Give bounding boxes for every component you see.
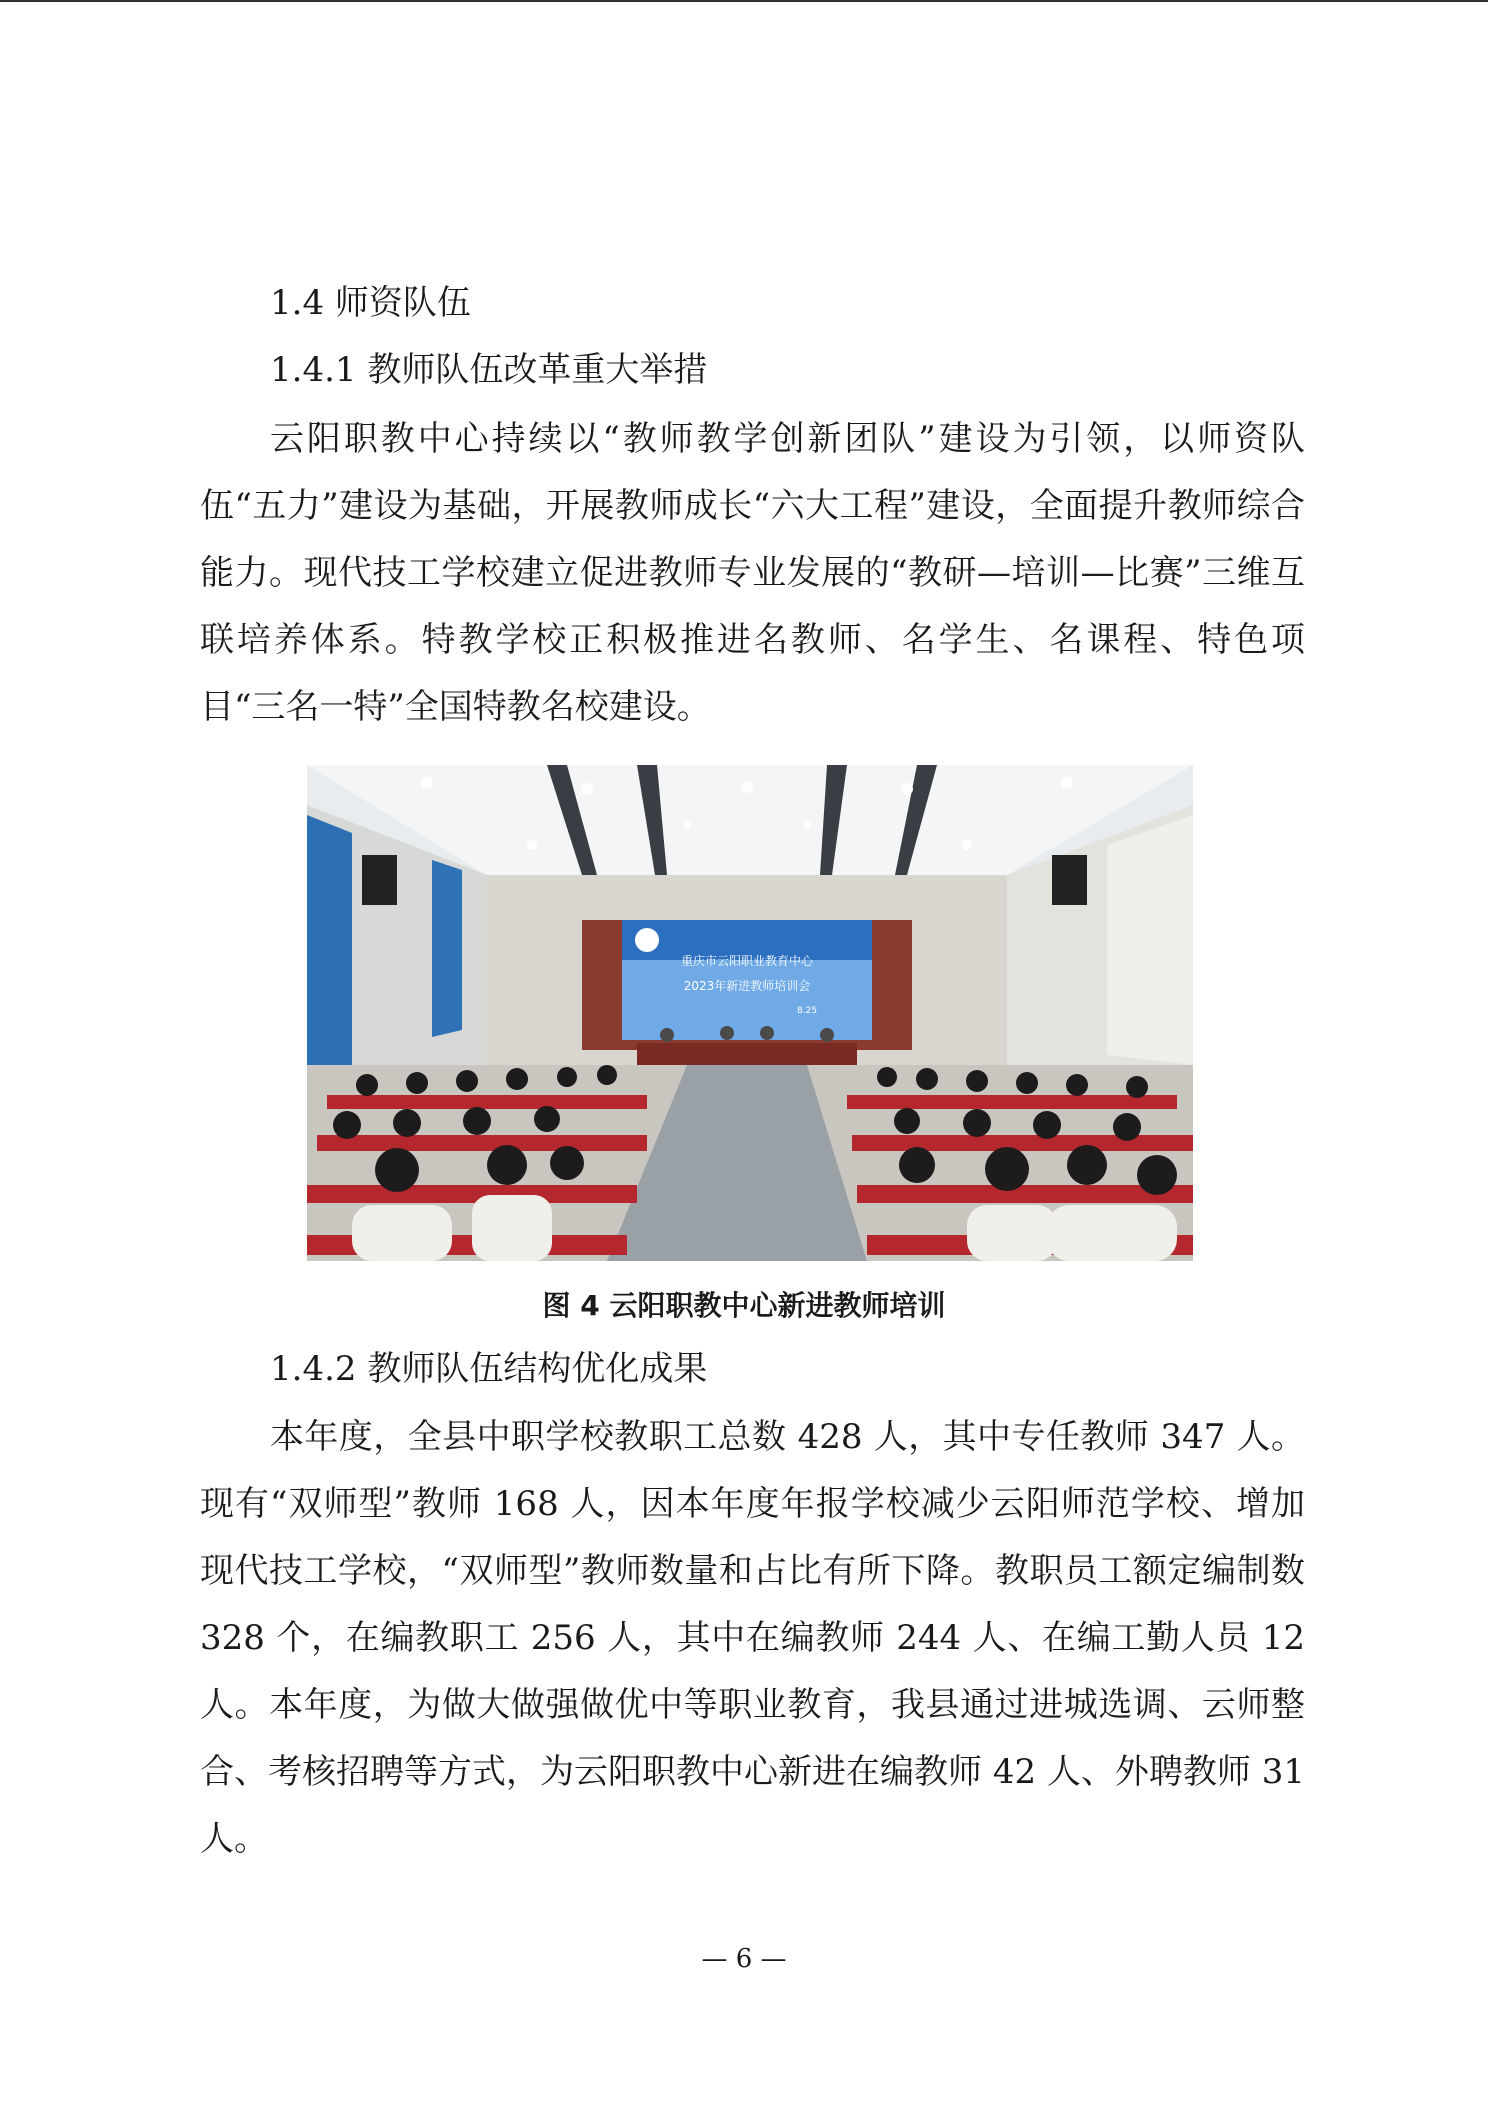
- paragraph-1: 云阳职教中心持续以“教师教学创新团队”建设为引领，以师资队伍“五力”建设为基础，开展教师成长“六大工程”建设，全面提升教师综合能力。现代技工学校建立促进教师专业发展的“教研—培训—比赛”三维互联培养体系。特教学校正积极推进名教师、名学生、名课程、特色项目“三名一特”全国特教名校建设。: [200, 419, 1305, 727]
- screen-date-text: 8.25: [797, 1006, 818, 1016]
- section-heading: 1.4 师资队伍: [270, 283, 471, 323]
- subsection-heading-2: 1.4.2 教师队伍结构优化成果: [270, 1349, 708, 1389]
- training-meeting-photo: [307, 765, 1193, 1261]
- subsection-heading-1: 1.4.1 教师队伍改革重大举措: [270, 350, 708, 390]
- paragraph-2: 本年度，全县中职学校教职工总数 428 人，其中专任教师 347 人。现有“双师型”教师 168 人，因本年度年报学校减少云阳师范学校、增加现代技工学校，“双师型”教师数量和占比有所下降。教职员工额定编制数 328 个，在编教职工 256 人，其中在编教师 244 人、在编工勤人员 12 人。本年度，为做大做强做优中等职业教育，我县通过进城选调、云师整合、考核招聘等方式，为云阳职教中心新进在编教师 42 人、外聘教师 31 人。: [200, 1417, 1305, 1859]
- page-number: — 6 —: [701, 1944, 787, 1974]
- screen-title-text: 重庆市云阳职业教育中心: [680, 954, 814, 968]
- top-border-line: [0, 0, 1488, 2]
- figure-caption: 图 4 云阳职教中心新进教师培训: [542, 1289, 946, 1322]
- screen-subtitle-text: 2023年新进教师培训会: [683, 979, 811, 993]
